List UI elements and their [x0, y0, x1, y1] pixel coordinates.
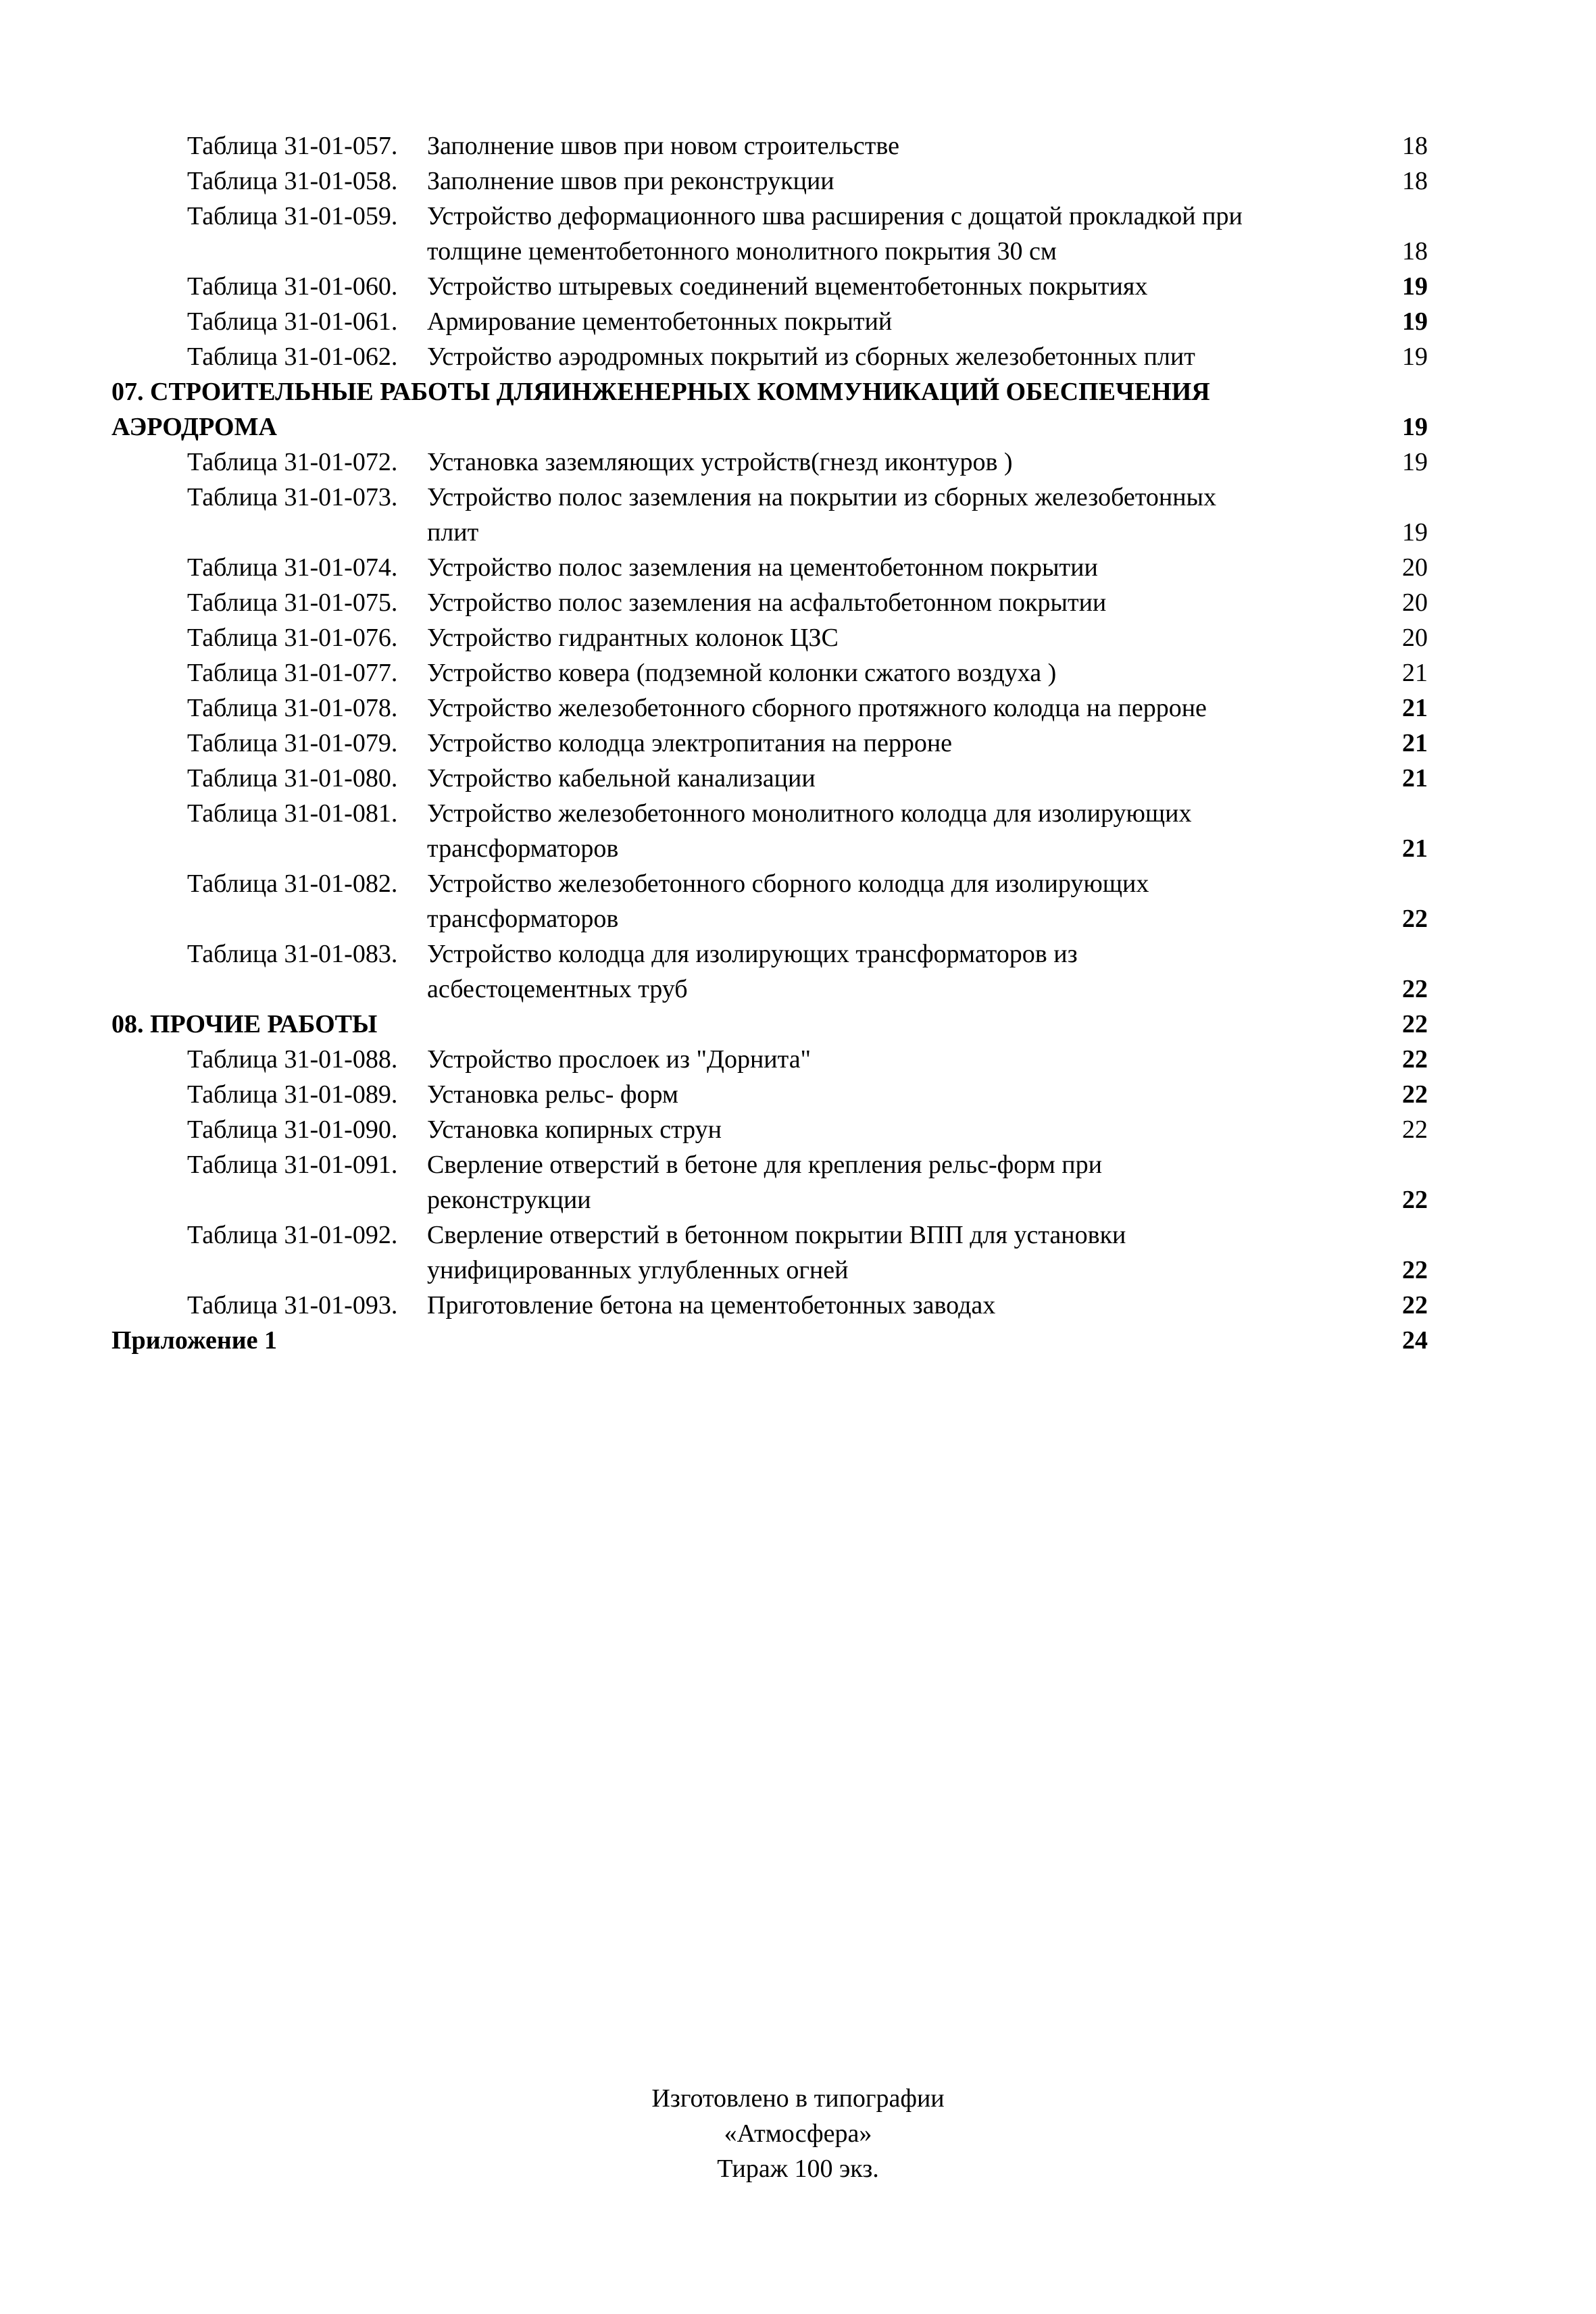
toc-entry-title: Сверление отверстий в бетоне для крепления рельс-форм при [427, 1151, 1102, 1179]
toc-page-number: 21 [1402, 834, 1428, 863]
toc-entry-title: Установка копирных струн [427, 1115, 722, 1144]
toc-entry-title: Устройство железобетонного сборного колодца для изолирующих [427, 870, 1149, 898]
toc-page-number: 22 [1402, 1256, 1428, 1284]
toc-page-number: 19 [1402, 343, 1428, 371]
toc-row [0, 164, 1596, 199]
toc-page-number: 19 [1402, 307, 1428, 336]
toc-page-number: 20 [1402, 553, 1428, 582]
toc-row [0, 1253, 1596, 1288]
toc-row [0, 1182, 1596, 1217]
toc-entry-title: Устройство кабельной канализации [427, 764, 816, 793]
toc-row [0, 234, 1596, 269]
toc-page-number: 21 [1402, 764, 1428, 793]
toc-page-number: 18 [1402, 237, 1428, 266]
toc-table-id: Таблица 31-01-072. [187, 448, 398, 476]
toc-table-id: Таблица 31-01-091. [187, 1151, 398, 1179]
toc-entry-title: Устройство штыревых соединений вцементобетонных покрытиях [427, 272, 1148, 301]
toc-table-id: Таблица 31-01-092. [187, 1221, 398, 1249]
toc-entry-title: Сверление отверстий в бетонном покрытии ВПП для установки [427, 1221, 1126, 1249]
toc-table-id: Таблица 31-01-060. [187, 272, 398, 301]
toc-table-id: Таблица 31-01-078. [187, 694, 398, 722]
toc-row [0, 972, 1596, 1007]
toc-entry-title: Устройство колодца электропитания на перроне [427, 729, 953, 757]
toc-table-id: Таблица 31-01-079. [187, 729, 398, 757]
toc-entry-title: Устройство полос заземления на покрытии из сборных железобетонных [427, 483, 1217, 511]
toc-table-id: Таблица 31-01-061. [187, 307, 398, 336]
toc-page-number: 20 [1402, 588, 1428, 617]
toc-entry-title: толщине цементобетонного монолитного покрытия 30 см [427, 237, 1057, 266]
toc-page-number: 18 [1402, 167, 1428, 195]
toc-row [0, 1077, 1596, 1112]
toc-entry-title: трансформаторов [427, 834, 619, 863]
imprint [0, 2081, 1596, 2186]
toc-entry-title: трансформаторов [427, 905, 619, 933]
toc-entry-title: Устройство полос заземления на асфальтобетонном покрытии [427, 588, 1107, 617]
toc-entry-title: Устройство ковера (подземной колонки сжатого воздуха ) [427, 659, 1057, 687]
toc-page-number: 22 [1402, 1291, 1428, 1319]
toc-entry-title: Устройство колодца для изолирующих трансформаторов из [427, 940, 1078, 968]
toc-page-number: 22 [1402, 1010, 1428, 1038]
toc-table-id: Таблица 31-01-080. [187, 764, 398, 793]
toc-table-id: Таблица 31-01-059. [187, 202, 398, 230]
toc-section-row [0, 1007, 1596, 1042]
toc-row [0, 128, 1596, 164]
toc-table-id: Таблица 31-01-088. [187, 1045, 398, 1074]
toc-section-title: 08. ПРОЧИЕ РАБОТЫ [111, 1010, 378, 1038]
toc-page-number: 22 [1402, 1186, 1428, 1214]
toc-section-row [0, 409, 1596, 445]
toc-row [0, 550, 1596, 585]
toc-entry-title: Устройство гидрантных колонок ЦЗС [427, 624, 839, 652]
toc-row [0, 304, 1596, 339]
toc-row [0, 1042, 1596, 1077]
imprint-line-run: Тираж 100 экз. [717, 2155, 879, 2183]
toc-entry-title: реконструкции [427, 1186, 591, 1214]
toc-row [0, 620, 1596, 655]
toc-row [0, 515, 1596, 550]
toc-row [0, 1112, 1596, 1147]
toc-table-id: Таблица 31-01-076. [187, 624, 398, 652]
toc-row [0, 585, 1596, 620]
toc-entry-title: Приготовление бетона на цементобетонных заводах [427, 1291, 996, 1319]
toc-table-id: Таблица 31-01-057. [187, 132, 398, 160]
toc-page-number: 19 [1402, 272, 1428, 301]
imprint-line-printer: Изготовлено в типографии [651, 2084, 945, 2113]
toc-row [0, 1217, 1596, 1253]
toc-entry-title: Устройство прослоек из "Дорнита" [427, 1045, 812, 1074]
toc-row [0, 901, 1596, 936]
toc-section-title: Приложение 1 [111, 1326, 278, 1355]
toc-entry-title: Устройство полос заземления на цементобетонном покрытии [427, 553, 1098, 582]
toc-row [0, 796, 1596, 831]
toc-row [0, 690, 1596, 726]
toc-table-id: Таблица 31-01-089. [187, 1080, 398, 1109]
toc-entry-title: плит [427, 518, 479, 547]
toc-row [0, 1147, 1596, 1182]
imprint-line-name: «Атмосфера» [724, 2119, 872, 2148]
toc-table-id: Таблица 31-01-062. [187, 343, 398, 371]
toc-page-number: 22 [1402, 1115, 1428, 1144]
toc-entry-title: Установка заземляющих устройств(гнезд иконтуров ) [427, 448, 1013, 476]
toc-entry-title: Установка рельс- форм [427, 1080, 678, 1109]
toc-section-title: 07. СТРОИТЕЛЬНЫЕ РАБОТЫ ДЛЯИНЖЕНЕРНЫХ КОММУНИКАЦИЙ ОБЕСПЕЧЕНИЯ [111, 378, 1210, 406]
toc-page-number: 19 [1402, 413, 1428, 441]
toc-row [0, 655, 1596, 690]
toc-row [0, 831, 1596, 866]
toc-table-id: Таблица 31-01-090. [187, 1115, 398, 1144]
toc-section-row [0, 1323, 1596, 1358]
toc-page-number: 22 [1402, 1080, 1428, 1109]
toc-row [0, 1288, 1596, 1323]
toc-row [0, 726, 1596, 761]
toc-page-number: 21 [1402, 694, 1428, 722]
toc-page-number: 21 [1402, 659, 1428, 687]
toc-page-number: 18 [1402, 132, 1428, 160]
toc-page-number: 24 [1402, 1326, 1428, 1355]
toc-row [0, 199, 1596, 234]
toc-table-id: Таблица 31-01-073. [187, 483, 398, 511]
toc-row [0, 936, 1596, 972]
toc-entry-title: Армирование цементобетонных покрытий [427, 307, 893, 336]
toc-table-id: Таблица 31-01-082. [187, 870, 398, 898]
toc-table-id: Таблица 31-01-058. [187, 167, 398, 195]
toc-row [0, 445, 1596, 480]
toc-section-title: АЭРОДРОМА [111, 413, 277, 441]
toc-page-number: 20 [1402, 624, 1428, 652]
toc-entry-title: Устройство аэродромных покрытий из сборных железобетонных плит [427, 343, 1195, 371]
toc-section-row [0, 374, 1596, 409]
toc-page-number: 22 [1402, 975, 1428, 1003]
toc-table-id: Таблица 31-01-077. [187, 659, 398, 687]
toc-row [0, 866, 1596, 901]
toc-table-id: Таблица 31-01-093. [187, 1291, 398, 1319]
toc-page-number: 21 [1402, 729, 1428, 757]
toc-page-number: 19 [1402, 518, 1428, 547]
toc-row [0, 269, 1596, 304]
toc-page-number: 19 [1402, 448, 1428, 476]
toc-entry-title: Устройство железобетонного монолитного колодца для изолирующих [427, 799, 1192, 828]
toc-entry-title: Заполнение швов при реконструкции [427, 167, 834, 195]
toc-table-id: Таблица 31-01-083. [187, 940, 398, 968]
toc-page-number: 22 [1402, 905, 1428, 933]
toc-entry-title: унифицированных углубленных огней [427, 1256, 849, 1284]
toc-table-id: Таблица 31-01-081. [187, 799, 398, 828]
toc-row [0, 339, 1596, 374]
toc-row [0, 761, 1596, 796]
toc-page-number: 22 [1402, 1045, 1428, 1074]
toc-row [0, 480, 1596, 515]
toc-entry-title: Устройство железобетонного сборного протяжного колодца на перроне [427, 694, 1207, 722]
toc-entry-title: Заполнение швов при новом строительстве [427, 132, 899, 160]
toc-table-id: Таблица 31-01-074. [187, 553, 398, 582]
toc-table-id: Таблица 31-01-075. [187, 588, 398, 617]
toc-entry-title: Устройство деформационного шва расширения с дощатой прокладкой при [427, 202, 1243, 230]
toc-entry-title: асбестоцементных труб [427, 975, 688, 1003]
